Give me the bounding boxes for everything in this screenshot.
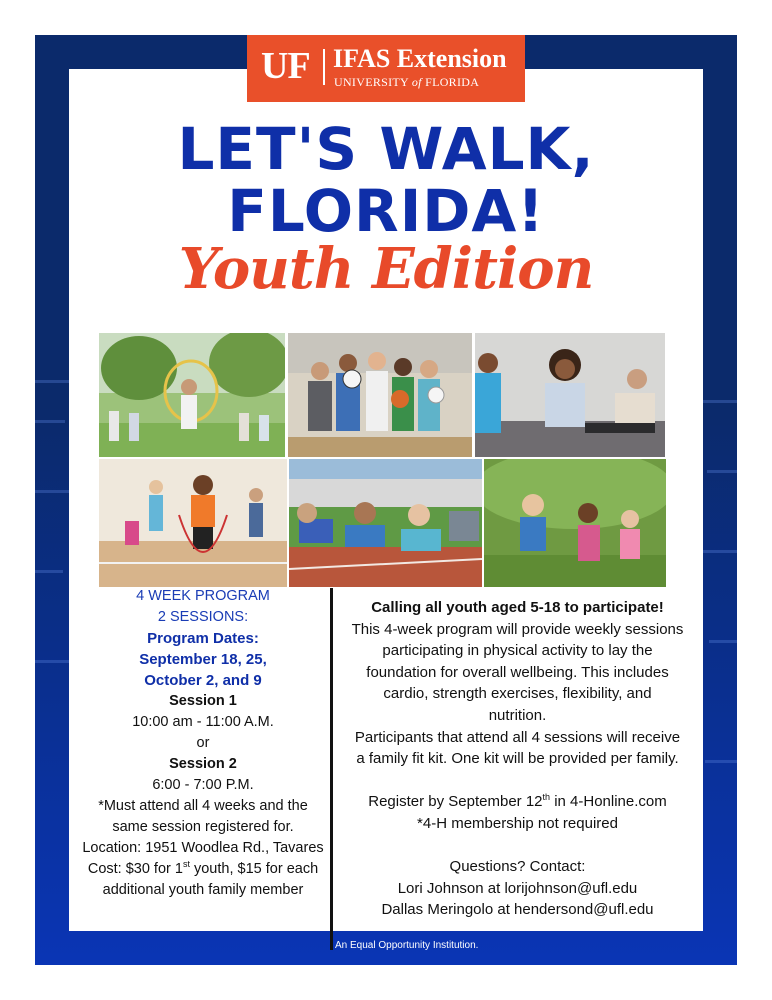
- location: Location: 1951 Woodlea Rd., Tavares: [82, 840, 324, 856]
- contact-lori: Lori Johnson at lorijohnson@ufl.edu: [397, 879, 638, 897]
- cost-text-a: Cost: $30 for 1: [87, 861, 183, 877]
- register-text-a: Register by September 12: [368, 793, 543, 811]
- session-2-time: 6:00 - 7:00 P.M.: [152, 777, 254, 793]
- contact-dallas: Dallas Meringolo at hendersond@ufl.edu: [381, 901, 654, 919]
- cost-line-2: additional youth family member: [102, 882, 304, 898]
- title-line-1: LET'S WALK,: [177, 115, 595, 183]
- fit-kit-line-1: Participants that attend all 4 sessions will receive: [354, 728, 681, 746]
- spacer: [335, 835, 700, 857]
- description-line-1: This 4-week program will provide weekly sessions: [351, 620, 684, 638]
- photo-jump-rope: [99, 459, 287, 587]
- register-line: [335, 791, 700, 813]
- register-superscript: th: [542, 792, 551, 803]
- logo-university: UNIVERSITY of FLORIDA: [334, 75, 480, 89]
- description-line-5: nutrition.: [488, 706, 547, 724]
- spacer: [335, 770, 700, 792]
- uf-ifas-logo: [247, 35, 525, 102]
- membership-note: *4-H membership not required: [417, 814, 618, 832]
- call-heading: Calling all youth aged 5-18 to participate!: [371, 599, 664, 616]
- cost-line-1: [69, 859, 337, 880]
- column-divider: [330, 588, 333, 950]
- photo-kids-with-balls: [288, 333, 472, 457]
- session-1-time: 10:00 am - 11:00 A.M.: [132, 714, 274, 730]
- description-line-3: foundation for overall wellbeing. This includes: [366, 663, 669, 681]
- questions-heading: Questions? Contact:: [449, 858, 586, 876]
- subtitle-youth-edition: Youth Edition: [178, 236, 594, 302]
- session-1-label: Session 1: [169, 693, 237, 709]
- description-line-2: participating in physical activity to lay the: [382, 642, 653, 660]
- program-details: [69, 586, 337, 901]
- photo-push-ups: [289, 459, 482, 587]
- cost-superscript: st: [182, 859, 190, 870]
- logo-name: IFAS Extension: [333, 44, 507, 73]
- uf-logo-mark: UF: [261, 45, 310, 87]
- session-count: 2 SESSIONS:: [157, 609, 249, 625]
- description-line-4: cardio, strength exercises, flexibility, and: [383, 685, 652, 703]
- fit-kit-line-2: a family fit kit. One kit will be provided per family.: [356, 750, 679, 768]
- program-dates-line-2: October 2, and 9: [144, 672, 262, 689]
- or-text: or: [196, 735, 210, 751]
- photo-hula-hoop: [99, 333, 285, 457]
- register-text-b: in 4-Honline.com: [550, 793, 667, 811]
- photo-stretching: [475, 333, 665, 457]
- attendance-note-1: *Must attend all 4 weeks and the: [98, 798, 308, 814]
- cost-text-b: youth, $15 for each: [189, 861, 319, 877]
- attendance-note-2: same session registered for.: [112, 819, 294, 835]
- session-2-label: Session 2: [169, 756, 237, 772]
- program-description: [335, 597, 700, 921]
- photo-kids-running: [484, 459, 666, 587]
- program-dates-label: Program Dates:: [147, 630, 259, 647]
- footer-equal-opportunity: An Equal Opportunity Institution.: [335, 940, 479, 951]
- program-dates-line-1: September 18, 25,: [139, 651, 267, 668]
- program-length: 4 WEEK PROGRAM: [136, 588, 270, 604]
- title-line-2: FLORIDA!: [227, 177, 545, 245]
- logo-divider: [323, 49, 325, 85]
